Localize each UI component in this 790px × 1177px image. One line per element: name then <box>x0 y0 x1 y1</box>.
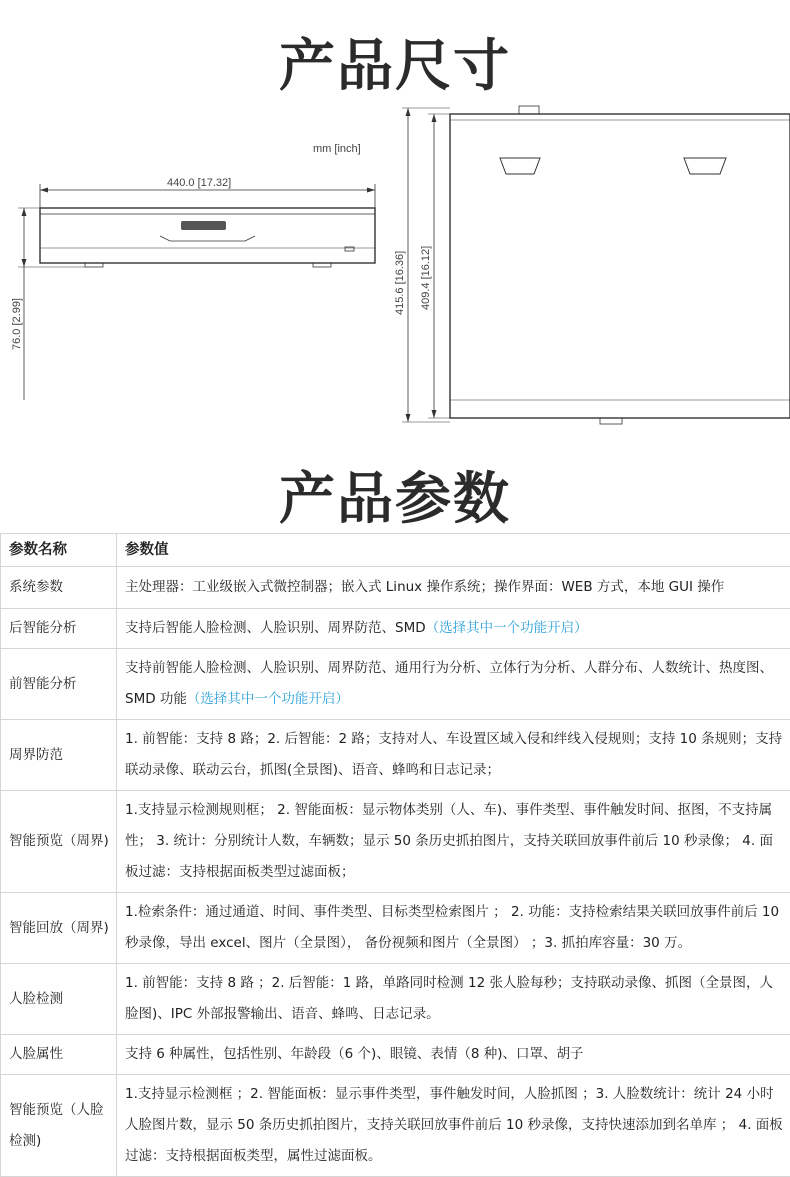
row-value: 支持 6 种属性，包括性别、年龄段（6 个)、眼镜、表情（8 种)、口罩、胡子 <box>117 1035 790 1075</box>
unit-label: mm [inch] <box>313 143 361 155</box>
row-value: 1.检索条件：通过通道、时间、事件类型、目标类型检索图片 ； 2. 功能：支持检索结果关联回放事件前后 10 秒录像，导出 excel、图片（全景图）， 备份视频和图片（全景图） ；3. 抓拍库容量：30 万。 <box>117 893 790 964</box>
row-value: 1. 前智能：支持 8 路 ；2. 后智能：1 路，单路同时检测 12 张人脸每秒；支持联动录像、抓图（全景图，人脸图)、IPC 外部报警输出、语音、蜂鸣、日志记录。 <box>117 964 790 1035</box>
table-row <box>1 893 790 964</box>
front-view <box>18 184 375 400</box>
table-row <box>1 567 790 609</box>
row-name: 前智能分析 <box>1 649 117 720</box>
table-row <box>1 791 790 893</box>
row-name: 后智能分析 <box>1 609 117 649</box>
row-value: 1.支持显示检测框 ；2. 智能面板：显示事件类型，事件触发时间，人脸抓图 ；3. 人脸数统计：统计 24 小时人脸图片数，显示 50 条历史抓拍图片，支持关联回放事件前后 10 秒录像，支持快速添加到名单库 ； 4. 面板过滤：支持根据面板类型，属性过滤面板。 <box>117 1075 790 1177</box>
header-name: 参数名称 <box>1 534 117 567</box>
row-value: 1.支持显示检测规则框； 2. 智能面板：显示物体类别（人、车)、事件类型、事件触发时间、抠图，不支持属性； 3. 统计：分别统计人数，车辆数；显示 50 条历史抓拍图片，支持关联回放事件前后 10 秒录像； 4. 面板过滤：支持根据面板类型过滤面板； <box>117 791 790 893</box>
row-name: 智能回放（周界) <box>1 893 117 964</box>
top-view <box>402 106 790 424</box>
row-name: 智能预览（人脸检测) <box>1 1075 117 1177</box>
row-note: （选择其中一个功能开启） <box>426 620 588 636</box>
row-value: 1. 前智能：支持 8 路；2. 后智能：2 路；支持对人、车设置区域入侵和绊线入侵规则；支持 10 条规则；支持联动录像、联动云台，抓图(全景图)、语音、蜂鸣和日志记录； <box>117 720 790 791</box>
table-row <box>1 964 790 1035</box>
depth-inner-label: 409.4 [16.12] <box>420 246 432 310</box>
table-row <box>1 1075 790 1177</box>
row-name: 周界防范 <box>1 720 117 791</box>
width-label: 440.0 [17.32] <box>167 177 231 189</box>
row-name: 人脸检测 <box>1 964 117 1035</box>
table-header-row <box>1 534 790 567</box>
table-row <box>1 720 790 791</box>
parameters-title: 产品参数 <box>0 455 790 535</box>
row-value: 支持后智能人脸检测、人脸识别、周界防范、SMD（选择其中一个功能开启） <box>117 609 790 649</box>
row-note: （选择其中一个功能开启） <box>187 691 349 707</box>
row-name: 智能预览（周界) <box>1 791 117 893</box>
row-name: 系统参数 <box>1 567 117 609</box>
dimensions-title: 产品尺寸 <box>0 22 790 102</box>
table-row <box>1 1035 790 1075</box>
parameters-table <box>0 533 790 1177</box>
depth-outer-label: 415.6 [16.36] <box>394 251 406 315</box>
row-value: 支持前智能人脸检测、人脸识别、周界防范、通用行为分析、立体行为分析、人群分布、人数统计、热度图、SMD 功能（选择其中一个功能开启） <box>117 649 790 720</box>
header-value: 参数值 <box>117 534 790 567</box>
dimension-drawing <box>0 100 790 440</box>
height-label: 76.0 [2.99] <box>11 298 23 350</box>
row-name: 人脸属性 <box>1 1035 117 1075</box>
table-row <box>1 609 790 649</box>
row-value: 主处理器：工业级嵌入式微控制器；嵌入式 Linux 操作系统；操作界面：WEB 方式，本地 GUI 操作 <box>117 567 790 609</box>
table-row <box>1 649 790 720</box>
